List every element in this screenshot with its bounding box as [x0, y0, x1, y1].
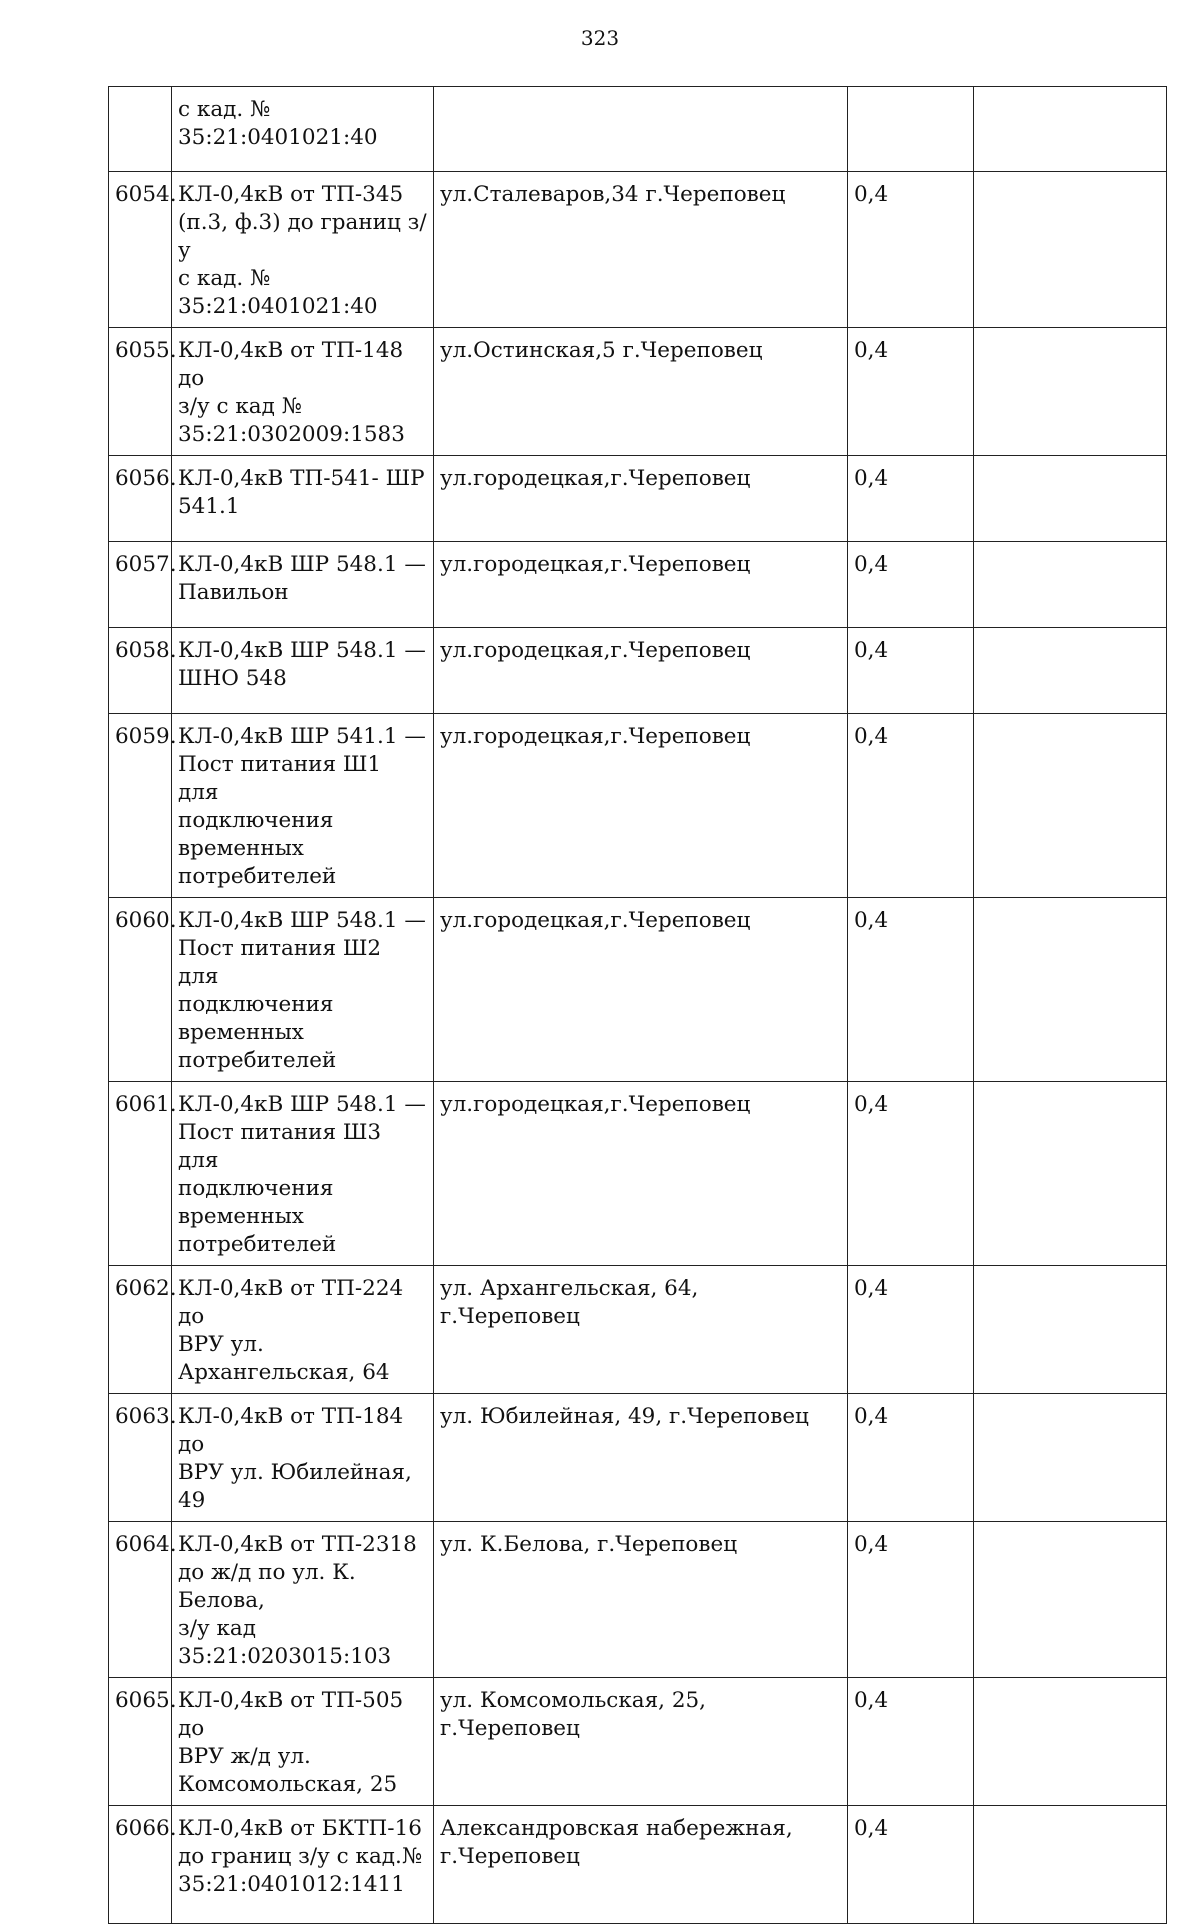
voltage-value: 0,4: [848, 1266, 974, 1394]
empty-cell: [974, 1266, 1167, 1394]
table-row: [109, 172, 1167, 328]
location-address: ул.городецкая,г.Череповец: [434, 542, 848, 628]
empty-cell: [974, 1806, 1167, 1924]
empty-cell: [974, 456, 1167, 542]
row-number: 6058.: [109, 628, 172, 714]
location-address: Александровская набережная, г.Череповец: [434, 1806, 848, 1924]
voltage-value: 0,4: [848, 328, 974, 456]
row-number: 6059.: [109, 714, 172, 898]
empty-cell: [974, 898, 1167, 1082]
cable-line-name: КЛ-0,4кВ ШР 548.1 — Пост питания Ш3 для подключения временных потребителей: [172, 1082, 434, 1266]
table-row: [109, 1266, 1167, 1394]
row-number: 6057.: [109, 542, 172, 628]
registry-table: [108, 86, 1167, 1924]
empty-cell: [974, 172, 1167, 328]
row-number: 6066.: [109, 1806, 172, 1924]
cable-line-name: КЛ-0,4кВ ШР 548.1 — Павильон: [172, 542, 434, 628]
table-row: [109, 898, 1167, 1082]
voltage-value: 0,4: [848, 1082, 974, 1266]
row-number: 6062.: [109, 1266, 172, 1394]
location-address: ул.городецкая,г.Череповец: [434, 898, 848, 1082]
cable-line-name: КЛ-0,4кВ от ТП-184 до ВРУ ул. Юбилейная, 49: [172, 1394, 434, 1522]
cable-line-name: КЛ-0,4кВ от БКТП-16 до границ з/у с кад.№ 35:21:0401012:1411: [172, 1806, 434, 1924]
row-number: 6054.: [109, 172, 172, 328]
row-number: [109, 87, 172, 172]
voltage-value: 0,4: [848, 172, 974, 328]
row-number: 6061.: [109, 1082, 172, 1266]
voltage-value: 0,4: [848, 542, 974, 628]
voltage-value: 0,4: [848, 1806, 974, 1924]
row-number: 6060.: [109, 898, 172, 1082]
cable-line-name: КЛ-0,4кВ от ТП-224 до ВРУ ул. Архангельская, 64: [172, 1266, 434, 1394]
cable-line-name: КЛ-0,4кВ от ТП-148 до з/у с кад № 35:21:0302009:1583: [172, 328, 434, 456]
empty-cell: [974, 714, 1167, 898]
table-row: [109, 542, 1167, 628]
table-row: [109, 1082, 1167, 1266]
cable-line-name: КЛ-0,4кВ ШР 548.1 — ШНО 548: [172, 628, 434, 714]
voltage-value: 0,4: [848, 898, 974, 1082]
location-address: ул. Комсомольская, 25, г.Череповец: [434, 1678, 848, 1806]
location-address: ул.городецкая,г.Череповец: [434, 1082, 848, 1266]
table-row: [109, 1394, 1167, 1522]
location-address: ул.городецкая,г.Череповец: [434, 714, 848, 898]
voltage-value: 0,4: [848, 1394, 974, 1522]
row-number: 6055.: [109, 328, 172, 456]
table-row: [109, 628, 1167, 714]
location-address: ул. Архангельская, 64, г.Череповец: [434, 1266, 848, 1394]
empty-cell: [974, 87, 1167, 172]
cable-line-name: с кад. № 35:21:0401021:40: [172, 87, 434, 172]
location-address: [434, 87, 848, 172]
empty-cell: [974, 1522, 1167, 1678]
cable-line-name: КЛ-0,4кВ от ТП-505 до ВРУ ж/д ул. Комсомольская, 25: [172, 1678, 434, 1806]
page-number: 323: [580, 26, 620, 50]
location-address: ул.городецкая,г.Череповец: [434, 628, 848, 714]
table-row: [109, 456, 1167, 542]
row-number: 6064.: [109, 1522, 172, 1678]
empty-cell: [974, 1082, 1167, 1266]
empty-cell: [974, 628, 1167, 714]
voltage-value: 0,4: [848, 1678, 974, 1806]
empty-cell: [974, 542, 1167, 628]
table-row: [109, 1806, 1167, 1924]
voltage-value: 0,4: [848, 1522, 974, 1678]
row-number: 6063.: [109, 1394, 172, 1522]
voltage-value: 0,4: [848, 714, 974, 898]
voltage-value: 0,4: [848, 456, 974, 542]
row-number: 6056.: [109, 456, 172, 542]
cable-line-name: КЛ-0,4кВ от ТП-2318 до ж/д по ул. К. Белова, з/у кад 35:21:0203015:103: [172, 1522, 434, 1678]
empty-cell: [974, 1394, 1167, 1522]
row-number: 6065.: [109, 1678, 172, 1806]
location-address: ул.Сталеваров,34 г.Череповец: [434, 172, 848, 328]
cable-line-name: КЛ-0,4кВ ТП-541- ШР 541.1: [172, 456, 434, 542]
cable-line-name: КЛ-0,4кВ от ТП-345 (п.3, ф.3) до границ з/у с кад. № 35:21:0401021:40: [172, 172, 434, 328]
table-row: [109, 714, 1167, 898]
table-row: [109, 1522, 1167, 1678]
empty-cell: [974, 328, 1167, 456]
table-row: [109, 87, 1167, 172]
voltage-value: [848, 87, 974, 172]
voltage-value: 0,4: [848, 628, 974, 714]
cable-line-name: КЛ-0,4кВ ШР 541.1 — Пост питания Ш1 для подключения временных потребителей: [172, 714, 434, 898]
location-address: ул. К.Белова, г.Череповец: [434, 1522, 848, 1678]
location-address: ул.Остинская,5 г.Череповец: [434, 328, 848, 456]
cable-line-name: КЛ-0,4кВ ШР 548.1 — Пост питания Ш2 для подключения временных потребителей: [172, 898, 434, 1082]
location-address: ул. Юбилейная, 49, г.Череповец: [434, 1394, 848, 1522]
table-row: [109, 328, 1167, 456]
location-address: ул.городецкая,г.Череповец: [434, 456, 848, 542]
